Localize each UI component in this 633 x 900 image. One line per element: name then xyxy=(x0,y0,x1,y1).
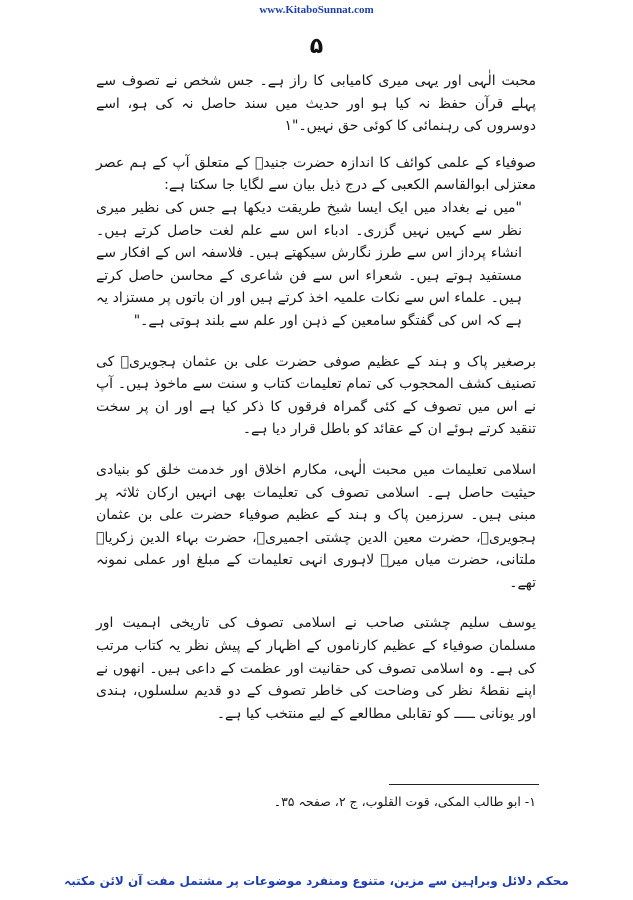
footnote-divider xyxy=(389,784,539,785)
quotation-paragraph: "میں نے بغداد میں ایک ایسا شیخ طریقت دیکھا ہے جس کی نظیر میری نظر سے کہیں نہیں گزری۔ ادباء اس سے علم لغت حاصل کرتے ہیں۔ انشاء پرداز اس سے طرز نگارش سیکھتے ہیں۔ فلاسفہ اس کے افکار سے مستفید ہوتے ہیں۔ شعراء اس سے فن شاعری کے محاسن حاصل کرتے ہیں۔ علماء اس سے نکات علمیہ اخذ کرتے ہیں اور ان باتوں پر مستزاد یہ ہے کہ اس کی گفتگو سامعین کے ذہن اور علم سے بلند ہوتی ہے۔" xyxy=(96,199,522,329)
paragraph-4: برصغیر پاک و ہند کے عظیم صوفی حضرت علی بن عثمان ہجویریؒ کی تصنیف کشف المحجوب کی تمام تعلیمات کتاب و سنت سے ماخوذ ہیں۔ آپ نے اس میں تصوف کے کئی گمراہ فرقوں کا ذکر کیا ہے اور ان پر سخت تنقید کرتے ہوئے ان کے عقائد کو باطل قرار دیا ہے۔ xyxy=(96,353,536,438)
paragraph-6: یوسف سلیم چشتی صاحب نے اسلامی تصوف کی تاریخی اہمیت اور مسلمان صوفیاء کے عظیم کارناموں کے اظہار کے پیش نظر یہ کتاب مرتب کی ہے۔ وہ اسلامی تصوف کی حقانیت اور عظمت کے داعی ہیں۔ انھوں نے اپنے نقطۂ نظر کی وضاحت کی خاطر تصوف کے دو قدیم سلسلوں، ہندی اور یونانی ـــــ کو تقابلی مطالعے کے لیے منتخب کیا ہے۔ xyxy=(96,615,536,722)
paragraph-2: صوفیاء کے علمی کوائف کا اندازہ حضرت جنیدؒ کے متعلق آپ کے ہم عصر معتزلی ابوالقاسم الکعبی کے درج ذیل بیان سے لگایا جا سکتا ہے: xyxy=(96,154,536,194)
site-url: www.KitaboSunnat.com xyxy=(259,4,374,16)
page-number: ۵ xyxy=(309,34,324,59)
paragraph-1: محبت الٰہی اور یہی میری کامیابی کا راز ہے۔ جس شخص نے تصوف سے پہلے قرآن حفظ نہ کیا ہو اور حدیث میں سند حاصل نہ کی ہو، اسے دوسروں کی رہنمائی کا کوئی حق نہیں۔"۱ xyxy=(96,73,536,135)
paragraph-5: اسلامی تعلیمات میں محبت الٰہی، مکارم اخلاق اور خدمت خلق کو بنیادی حیثیت حاصل ہے۔ اسلامی تصوف کی تعلیمات بھی انہیں ارکان ثلاثہ پر مبنی ہیں۔ سرزمین پاک و ہند کے عظیم صوفیاء حضرت علی بن عثمان ہجویریؒ، حضرت معین الدین چشتی اجمیریؒ، حضرت بہاء الدین زکریاؒ ملتانی، حضرت میاں میرؒ لاہوری انہی تعلیمات کے مبلغ اور عملی نمونہ تھے۔ xyxy=(96,461,536,591)
main-text xyxy=(96,70,536,725)
footer-banner: محکم دلائل وبراہین سے مزین، متنوع ومنفرد موضوعات پر مشتمل مفت آن لائن مکتبہ xyxy=(64,874,569,888)
footnote: ۱- ابو طالب المکی، قوت القلوب، ج ۲، صفحہ ۳۵۔ xyxy=(273,794,536,809)
